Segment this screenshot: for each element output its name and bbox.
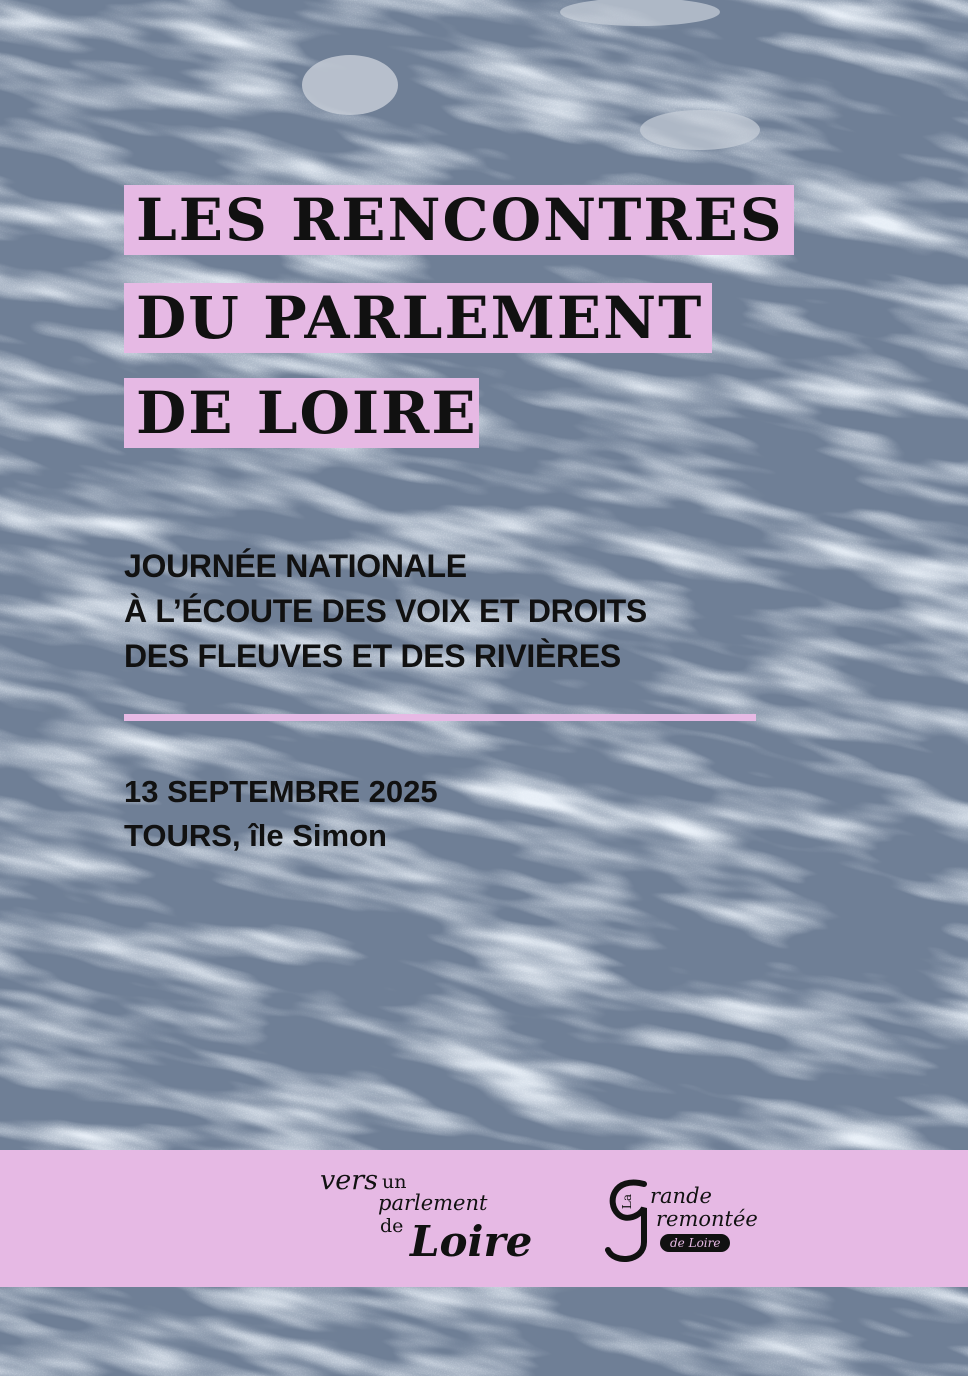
title-line-1: LES RENCONTRES [124,185,794,255]
logo2-la: La [620,1194,634,1210]
subtitle-line-3: DES FLEUVES ET DES RIVIÈRES [124,638,621,674]
logo1-loire: Loire [410,1217,533,1266]
logo2-remontee: remontée [656,1207,758,1231]
subtitle [124,544,824,679]
event-place: TOURS, île Simon [124,818,387,853]
event-info [124,770,724,858]
divider [124,714,756,721]
title-line-3: DE LOIRE [124,378,479,448]
event-date: 13 SEPTEMBRE 2025 [124,774,438,809]
subtitle-line-2: À L’ÉCOUTE DES VOIX ET DROITS [124,593,647,629]
logo1-parlement: parlement [378,1191,488,1215]
logo2-de-loire: de Loire [660,1234,730,1252]
logo-vers-un-parlement-de-loire [318,1165,558,1275]
logo2-grande: rande [650,1184,712,1208]
subtitle-line-1: JOURNÉE NATIONALE [124,548,467,584]
logo-la-grande-remontee-de-loire [604,1172,769,1272]
title-line-2: DU PARLEMENT [124,283,712,353]
logo1-de: de [380,1215,404,1237]
logo1-un: un [382,1171,407,1193]
logo1-vers: vers [320,1165,378,1196]
